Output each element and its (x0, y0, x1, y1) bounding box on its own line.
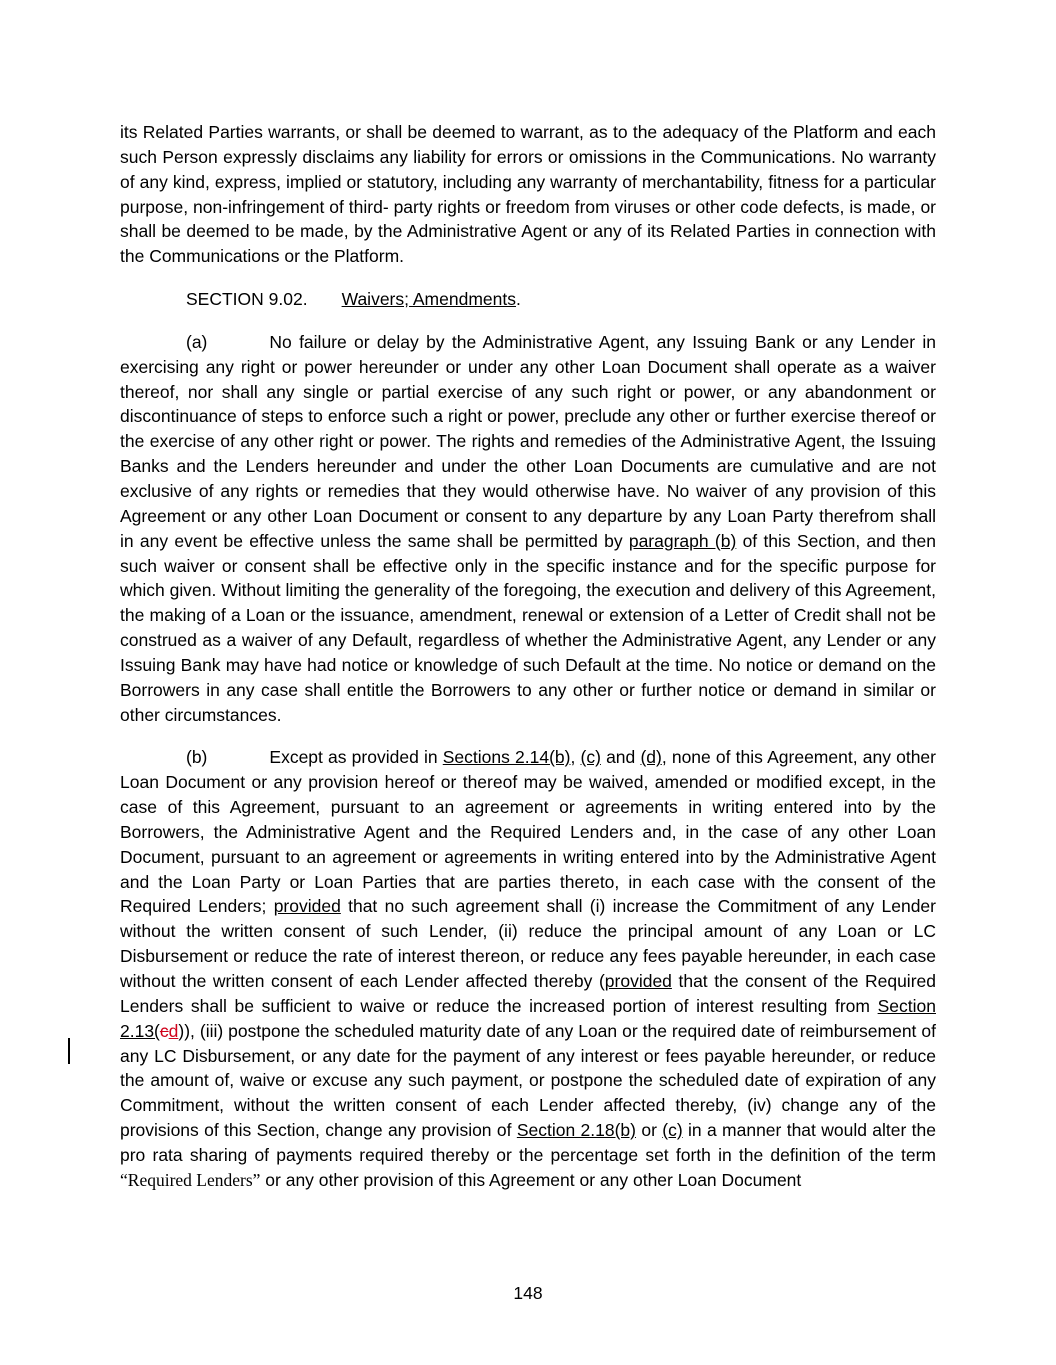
paragraph-platform-disclaimer: its Related Parties warrants, or shall be deemed to warrant, as to the adequacy of the Platform and each such Person expressly disclaims any liability for errors or omissions in the Communications. No warranty of any kind, express, implied or statutory, including any warranty of merchantability, fitness for a particular purpose, non-infringement of third- party rights or freedom from viruses or other code defects, is made, or shall be deemed to be made, by the Administrative Agent or any of its Related Parties in connection with the Communications or the Platform. (120, 122, 936, 267)
item-b-text-7: )), (iii) postpone the scheduled maturity date of any Loan or the required date of reimbursement of any LC Disbursement, or any date for the payment of any interest or fees payable hereunder, or reduce the amount of, waive or excuse any such payment, or postpone the scheduled date of expiration of any Commitment, without the written consent of each Lender affected thereby, (iv) change any of the provisions of this Section, change any provision of (120, 1020, 936, 1141)
item-b-text-3: and (600, 747, 641, 768)
item-b-text-8: or (636, 1120, 663, 1141)
paragraph-b (120, 745, 936, 1192)
section-title: Waivers; Amendments (341, 289, 516, 310)
section-heading-9-02 (120, 287, 936, 312)
cross-reference-sections-2-14-b: Sections 2.14(b) (442, 747, 571, 768)
item-b-text-2: , (570, 747, 581, 768)
redline-insertion: d (168, 1020, 179, 1041)
cross-reference-c: (c) (580, 747, 601, 768)
item-b-text-9: in a manner that would alter the pro rata sharing of payments required thereby or the percentage set forth in the definition of the term (120, 1120, 937, 1165)
section-number: SECTION 9.02. (186, 289, 308, 310)
defined-term-required-lenders: “Required Lenders” (120, 1169, 261, 1190)
item-a-text-2: of this Section, and then such waiver or consent shall be effective only in the specific instance and for the specific purpose for which given. Without limiting the generality of the foregoing, the execution and delivery of this Agreement, the making of a Loan or the issuance, amendment, renewal or extension of a Letter of Credit shall not be construed as a waiver of any Default, regardless of whether the Administrative Agent, any Lender or any Issuing Bank may have had notice or knowledge of such Default at the time. No notice or demand on the Borrowers in any case shall entitle the Borrowers to any other or further notice or demand in similar or other circumstances. (120, 530, 936, 725)
cross-reference-c-2: (c) (662, 1120, 683, 1141)
item-b-label: (b) (186, 747, 208, 768)
section-title-period: . (516, 289, 521, 310)
emphasis-provided-1: provided (273, 896, 341, 917)
document-body (120, 120, 936, 1193)
item-a-text-1: No failure or delay by the Administrative Agent, any Issuing Bank or any Lender in exercising any right or power hereunder or under any other Loan Document shall operate as a waiver thereof, nor shall any single or partial exercise of any such right or power, or any abandonment or discontinuance of steps to enforce such a right or power, preclude any other or further exercise thereof or the exercise of any other right or power. The rights and remedies of the Administrative Agent, the Issuing Banks and the Lenders hereunder and under the other Loan Documents are cumulative and are not exclusive of any rights or remedies that they would otherwise have. No waiver of any provision of this Agreement or any other Loan Document or consent to any departure by any Loan Party therefrom shall in any event be effective unless the same shall be permitted by (120, 331, 936, 551)
item-b-text-6: that the consent of the Required Lenders shall be sufficient to waive or reduce the increased portion of interest resulting from (120, 971, 936, 1016)
item-a-label: (a) (186, 331, 208, 352)
cross-reference-section-2-18-b: Section 2.18(b) (516, 1120, 636, 1141)
emphasis-provided-2: provided (604, 971, 672, 991)
cross-reference-paragraph-b: paragraph (b) (628, 530, 737, 551)
cross-reference-section-2-13: Section 2.13( (120, 995, 936, 1041)
revision-change-bar (68, 1038, 70, 1064)
item-b-text-4: , none of this Agreement, any other Loan Document or any provision hereof or thereof may be waived, amended or modified except, in the case of this Agreement, pursuant to an agreement or agreements in writing entered into by the Borrowers, the Administrative Agent and the Required Lenders and, in the case of any other Loan Document, pursuant to an agreement or agreements in writing entered into by the Administrative Agent and the Loan Party or Loan Parties that are parties thereto, in each case with the consent of the Required Lenders; (120, 747, 936, 917)
item-b-text-1: Except as provided in (269, 747, 443, 768)
redline-deletion: c (159, 1020, 169, 1041)
cross-reference-d: (d) (640, 747, 662, 768)
page-number: 148 (513, 1283, 543, 1303)
item-b-text-5: that no such agreement shall (i) increase the Commitment of any Lender without the written consent of such Lender, (ii) reduce the principal amount of any Loan or LC Disbursement or reduce the rate of interest thereon, or reduce any fees payable hereunder, in each case without the written consent of each Lender affected thereby ( (120, 896, 936, 991)
item-b-text-10: or any other provision of this Agreement or any other Loan Document (260, 1169, 802, 1190)
paragraph-a (120, 330, 936, 728)
